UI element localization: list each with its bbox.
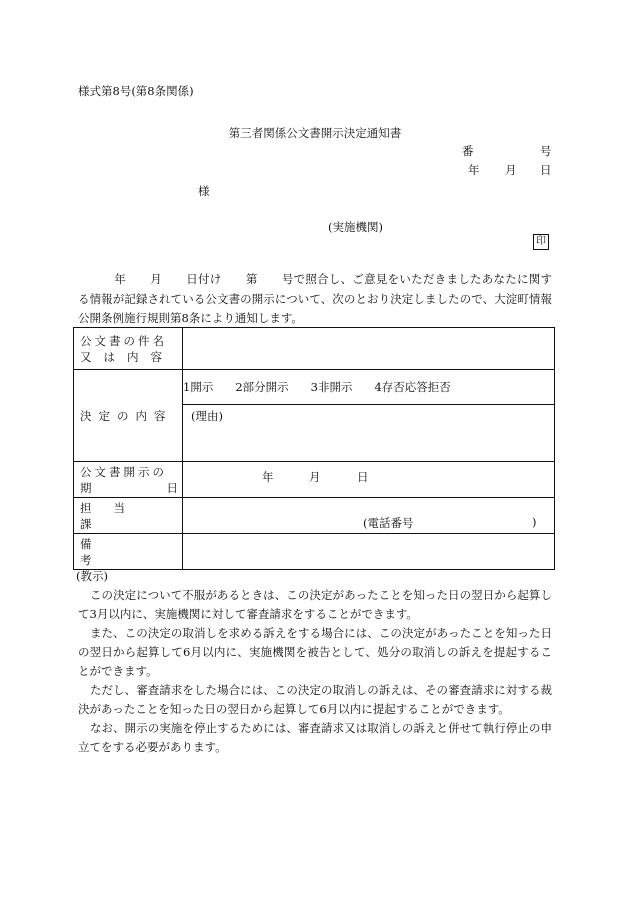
remarks-header <box>74 534 183 570</box>
decision-label: 決定の内容 <box>80 408 173 423</box>
instruction-p4: なお、開示の実施を停止するためには、審査請求又は取消しの訴えと併せて執行停止の申立てをする必要があります。 <box>78 721 552 754</box>
doc-name-row <box>74 328 555 370</box>
date-year-label: 年 <box>468 163 480 177</box>
doc-name-header <box>74 328 183 370</box>
phone-label: (電話番号 <box>363 516 414 530</box>
period-value[interactable] <box>183 462 555 498</box>
instruction-p3: ただし、審査請求をした場合には、この決定の取消しの訴えは、その審査請求に対する裁決があったことを知った日の翌日から起算して6月以内に提起することができます。 <box>78 683 552 716</box>
decision-table <box>73 327 555 570</box>
instruction-p1: この決定について不服があるときは、この決定があったことを知った日の翌日から起算して3月以内に、実施機関に対して審査請求をすることができます。 <box>78 588 552 621</box>
addressee-suffix: 様 <box>198 184 210 198</box>
charge-label: 担当課 <box>80 500 147 531</box>
decision-header <box>74 370 183 462</box>
body-dai: 第 <box>245 272 258 286</box>
body-month: 月 <box>150 272 163 286</box>
period-label-2a: 期 <box>80 480 92 495</box>
number-label: 番 <box>462 144 474 158</box>
charge-row <box>74 498 555 534</box>
charge-header <box>74 498 183 534</box>
agency-label: (実施機関) <box>328 220 383 234</box>
body-day-dated: 日付け <box>186 272 222 286</box>
period-year: 年 <box>262 470 274 484</box>
period-label-1: 公文書開示の <box>80 464 167 479</box>
remarks-label: 備考 <box>80 536 150 567</box>
instruction-heading: (教示) <box>76 569 108 583</box>
remarks-row <box>74 534 555 570</box>
option-partial[interactable]: 2部分開示 <box>235 380 289 394</box>
number-suffix: 号 <box>540 144 552 158</box>
option-nondisclose[interactable]: 3非開示 <box>310 380 353 394</box>
document-title: 第三者関係公文書開示決定通知書 <box>228 126 402 140</box>
remarks-value[interactable] <box>183 534 555 570</box>
body-text: 号で照合し、ご意見をいただきましたあなたに関する情報が記録されている公文書の開示について、次のとおり決定しましたので、大淀町情報公開条例施行規則第8条により通知します。 <box>78 272 552 325</box>
option-refusal[interactable]: 4存否応答拒否 <box>374 380 451 394</box>
decision-options-row <box>74 370 555 405</box>
period-label-2b: 日 <box>166 480 178 495</box>
date-day-label: 日 <box>540 163 552 177</box>
instruction-p2: また、この決定の取消しを求める訴えをする場合には、この決定があったことを知った日の翌日から起算して6月以内に、実施機関を被告として、処分の取消しの訴えを提起することができます。 <box>78 626 552 678</box>
form-number: 様式第8号(第8条関係) <box>78 84 194 98</box>
reason-cell[interactable] <box>183 405 555 462</box>
body-year: 年 <box>114 272 127 286</box>
option-disclose[interactable]: 1開示 <box>183 380 214 394</box>
doc-name-value[interactable] <box>183 328 555 370</box>
reason-label: (理由) <box>191 409 223 423</box>
date-month-label: 月 <box>505 163 517 177</box>
body-paragraph <box>78 270 552 329</box>
period-month: 月 <box>309 470 321 484</box>
period-day: 日 <box>357 470 369 484</box>
seal-mark: 印 <box>533 234 549 250</box>
phone-close: ) <box>532 515 537 529</box>
doc-name-label-2: 又は内容 <box>80 349 174 364</box>
decision-options <box>183 370 555 405</box>
period-header <box>74 462 183 498</box>
doc-name-label-1: 公文書の件名 <box>80 333 167 348</box>
